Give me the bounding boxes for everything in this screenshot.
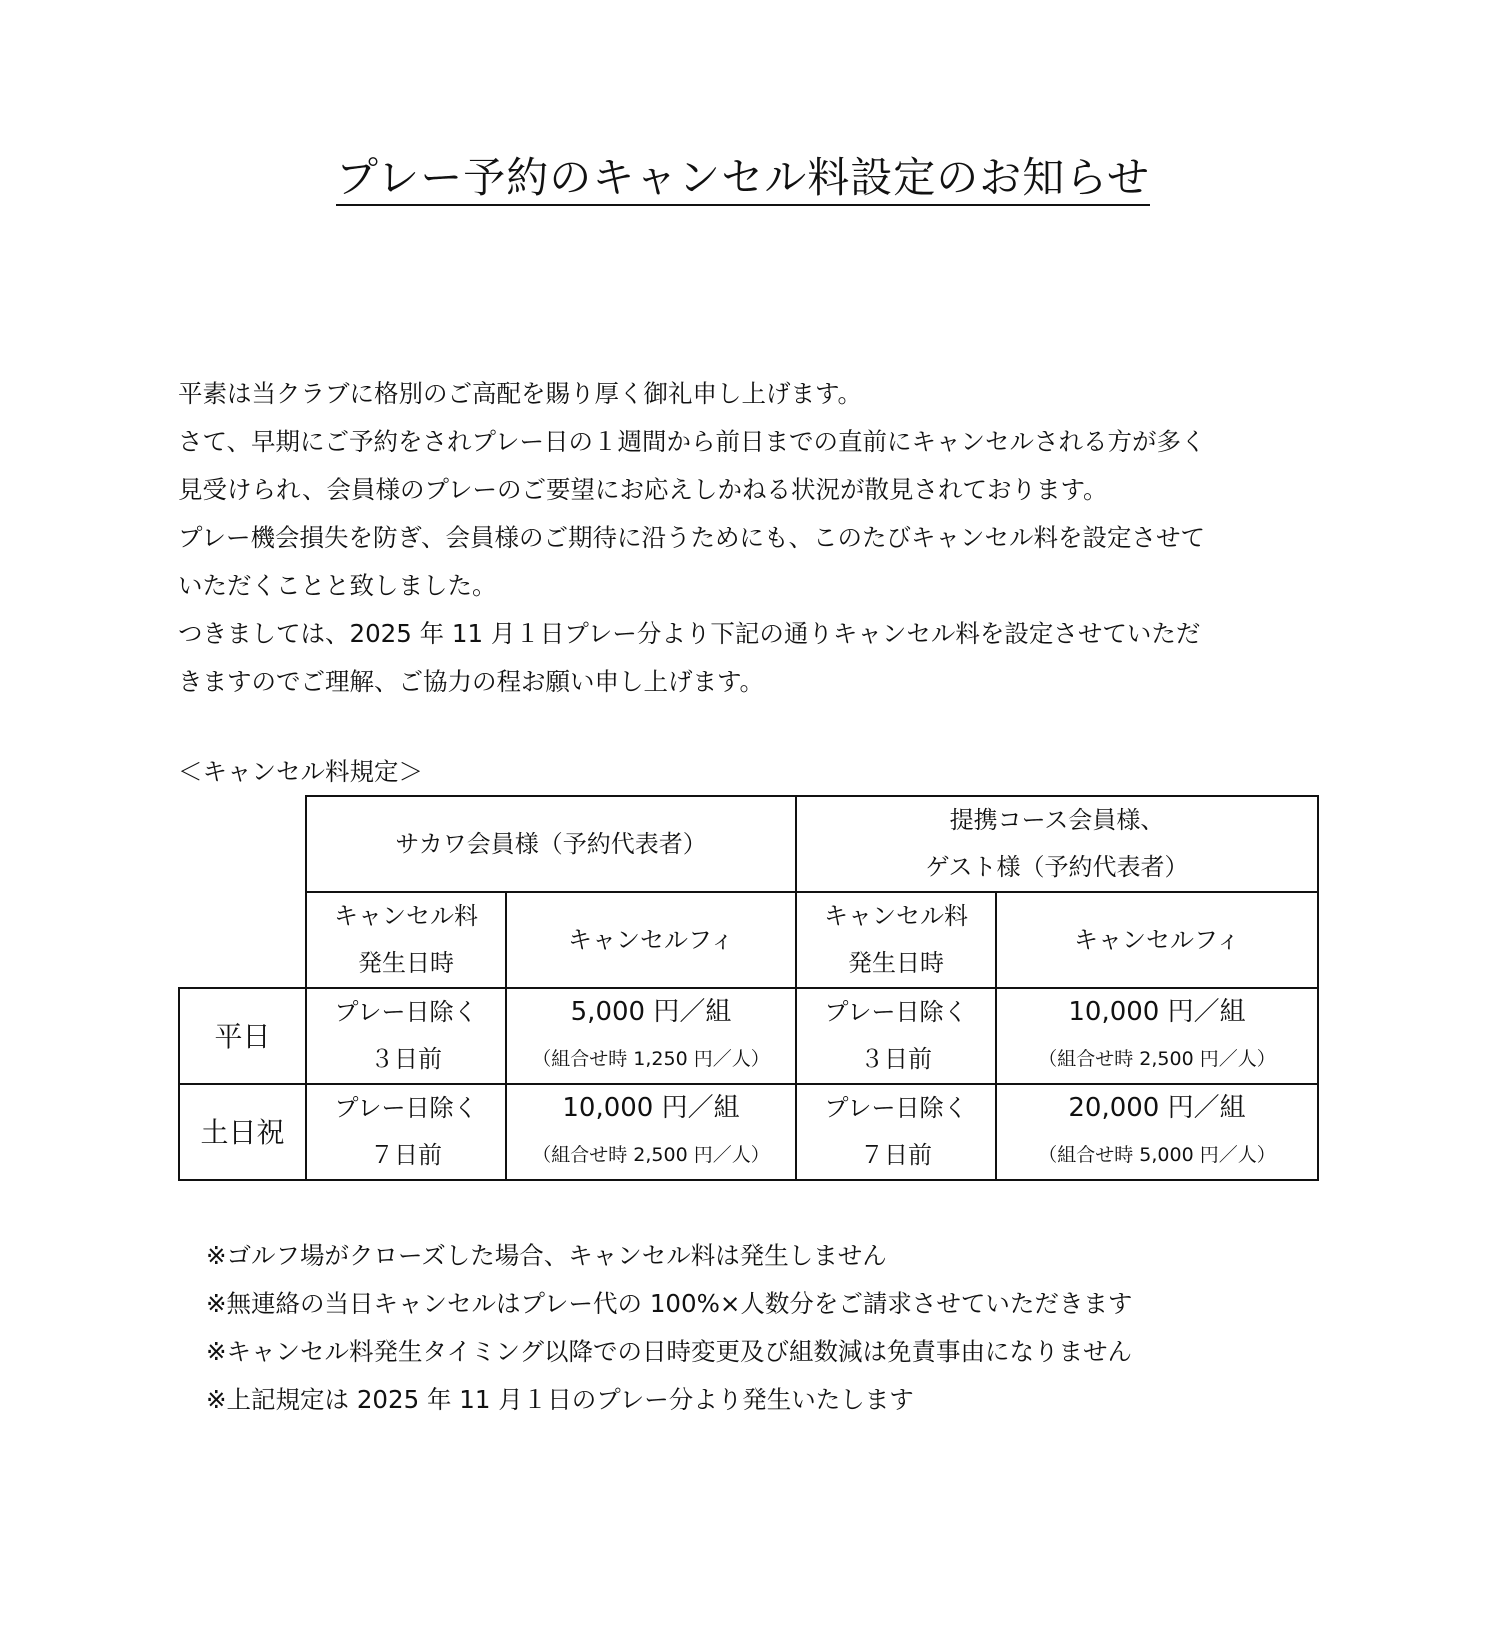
fee-amount: 20,000 円／組	[1068, 1093, 1246, 1123]
timing-line2: ７日前	[370, 1141, 442, 1169]
fee-note: （組合せ時 2,500 円／人）	[532, 1144, 770, 1166]
fee-note: （組合せ時 5,000 円／人）	[1038, 1144, 1276, 1166]
member-group-header	[306, 796, 796, 892]
member-fee-header: キャンセルフィ	[506, 892, 796, 988]
timing-line1: プレー日除く	[824, 1094, 968, 1122]
intro-line: きますのでご理解、ご協力の程お願い申し上げます。	[178, 667, 765, 696]
timing-line2: ７日前	[860, 1141, 932, 1169]
member-timing-header	[306, 892, 506, 988]
timing-header-line1: キャンセル料	[334, 902, 478, 930]
table-group-header-row	[179, 796, 1318, 892]
table-sub-header-row	[179, 892, 1318, 988]
fee-amount: 10,000 円／組	[1068, 997, 1246, 1027]
intro-paragraph	[178, 370, 1318, 706]
fee-note: （組合せ時 1,250 円／人）	[532, 1048, 770, 1070]
guest-group-header	[796, 796, 1318, 892]
fee-amount: 10,000 円／組	[562, 1093, 740, 1123]
guest-timing-cell	[796, 1084, 996, 1180]
note-item: ※無連絡の当日キャンセルはプレー代の 100%×人数分をご請求させていただきます	[206, 1289, 1133, 1318]
guest-fee-cell	[996, 988, 1318, 1084]
guest-group-header-line1: 提携コース会員様、	[949, 806, 1165, 834]
cancellation-fee-table	[178, 795, 1319, 1181]
row-header-weekend-holiday: 土日祝	[179, 1084, 306, 1180]
notes-list	[206, 1232, 1132, 1424]
table-row-weekend-holiday	[179, 1084, 1318, 1180]
table-row-weekday	[179, 988, 1318, 1084]
guest-fee-header: キャンセルフィ	[996, 892, 1318, 988]
guest-group-header-line2: ゲスト様（予約代表者）	[925, 853, 1189, 881]
page-title-text: プレー予約のキャンセル料設定のお知らせ	[336, 153, 1150, 206]
timing-line2: ３日前	[370, 1045, 442, 1073]
guest-timing-header	[796, 892, 996, 988]
intro-line: いただくことと致しました。	[178, 571, 497, 600]
timing-line2: ３日前	[860, 1045, 932, 1073]
row-header-weekday: 平日	[179, 988, 306, 1084]
fee-amount: 5,000 円／組	[570, 997, 732, 1027]
member-fee-cell	[506, 988, 796, 1084]
intro-line: プレー機会損失を防ぎ、会員様のご期待に沿うためにも、このたびキャンセル料を設定させて	[178, 523, 1206, 552]
note-item: ※ゴルフ場がクローズした場合、キャンセル料は発生しません	[206, 1241, 887, 1270]
timing-header-line1: キャンセル料	[824, 902, 968, 930]
note-item: ※上記規定は 2025 年 11 月１日のプレー分より発生いたします	[206, 1385, 914, 1414]
timing-header-line2: 発生日時	[358, 949, 454, 977]
intro-line: 見受けられ、会員様のプレーのご要望にお応えしかねる状況が散見されております。	[178, 475, 1108, 504]
member-timing-cell	[306, 988, 506, 1084]
timing-header-line2: 発生日時	[848, 949, 944, 977]
table-label: ＜キャンセル料規定＞	[178, 757, 423, 786]
member-fee-cell	[506, 1084, 796, 1180]
table-corner-cell	[179, 796, 306, 988]
intro-line: 平素は当クラブに格別のご高配を賜り厚く御礼申し上げます。	[178, 379, 863, 408]
timing-line1: プレー日除く	[824, 998, 968, 1026]
timing-line1: プレー日除く	[334, 1094, 478, 1122]
guest-timing-cell	[796, 988, 996, 1084]
timing-line1: プレー日除く	[334, 998, 478, 1026]
member-group-header-text: サカワ会員様（予約代表者）	[395, 829, 707, 858]
page-title	[0, 150, 1486, 206]
fee-note: （組合せ時 2,500 円／人）	[1038, 1048, 1276, 1070]
note-item: ※キャンセル料発生タイミング以降での日時変更及び組数減は免責事由になりません	[206, 1337, 1133, 1366]
guest-fee-cell	[996, 1084, 1318, 1180]
intro-line: つきましては、2025 年 11 月１日プレー分より下記の通りキャンセル料を設定させていただ	[178, 619, 1201, 648]
member-timing-cell	[306, 1084, 506, 1180]
intro-line: さて、早期にご予約をされプレー日の１週間から前日までの直前にキャンセルされる方が多く	[178, 427, 1206, 456]
